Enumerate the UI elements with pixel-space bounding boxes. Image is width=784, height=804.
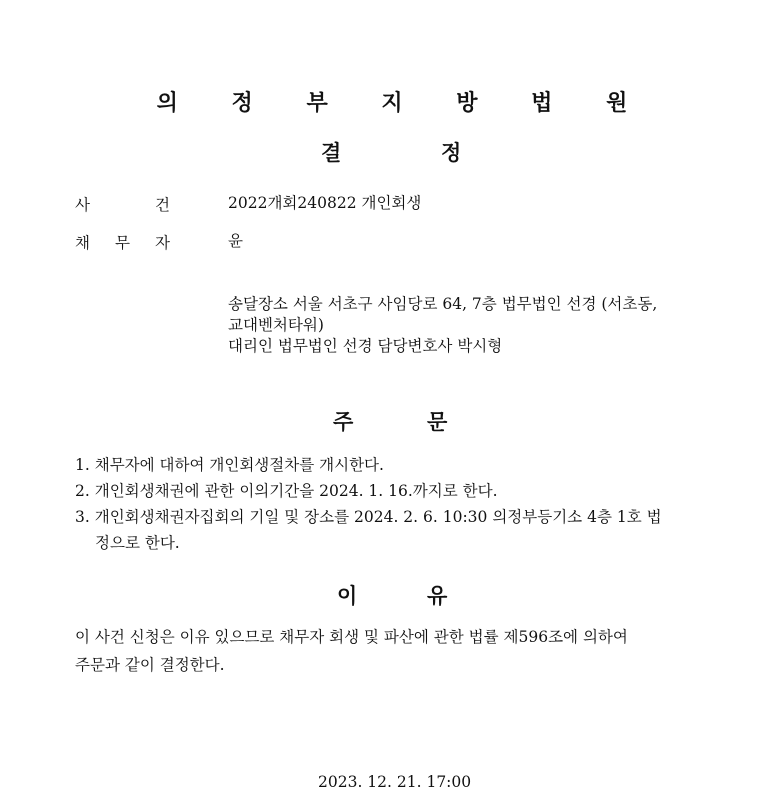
document-type-char-2: 정 <box>441 141 462 165</box>
debtor-label-char-3: 자 <box>155 234 170 252</box>
order-item-2: 2. 개인회생채권에 관한 이의기간을 2024. 1. 16.까지로 한다. <box>75 482 498 500</box>
order-heading-char-2: 문 <box>427 410 448 434</box>
reason-text-line-1: 이 사건 신청은 이유 있으므로 채무자 회생 및 파산에 관한 법률 제596조에 의하여 <box>75 628 628 646</box>
order-heading-char-1: 주 <box>333 410 354 434</box>
debtor-name: 윤 <box>228 232 243 250</box>
reason-heading-char-1: 이 <box>337 584 358 608</box>
attorney-line: 대리인 법무법인 선경 담당변호사 박시형 <box>228 337 503 355</box>
debtor-label-char-1: 채 <box>75 234 90 252</box>
order-item-1: 1. 채무자에 대하여 개인회생절차를 개시한다. <box>75 456 384 474</box>
case-number: 2022개회240822 개인회생 <box>228 194 422 212</box>
case-label-char-1: 사 <box>75 196 90 214</box>
decision-date: 2023. 12. 21. 17:00 <box>318 773 472 791</box>
debtor-label-char-2: 무 <box>115 234 130 252</box>
order-item-3: 3. 개인회생채권자집회의 기일 및 장소를 2024. 2. 6. 10:30 의정부등기소 4층 1호 법 <box>75 508 662 526</box>
reason-text-line-2: 주문과 같이 결정한다. <box>75 656 225 674</box>
case-label-char-2: 건 <box>155 196 170 214</box>
service-address-line-2: 교대벤처타워) <box>228 316 324 334</box>
service-address-line-1: 송달장소 서울 서초구 사임당로 64, 7층 법무법인 선경 (서초동, <box>228 295 658 313</box>
reason-heading-char-2: 유 <box>427 584 448 608</box>
document-type-char-1: 결 <box>321 141 342 165</box>
court-name: 의 정 부 지 방 법 원 <box>156 91 651 116</box>
order-item-3-continued: 정으로 한다. <box>95 534 180 552</box>
